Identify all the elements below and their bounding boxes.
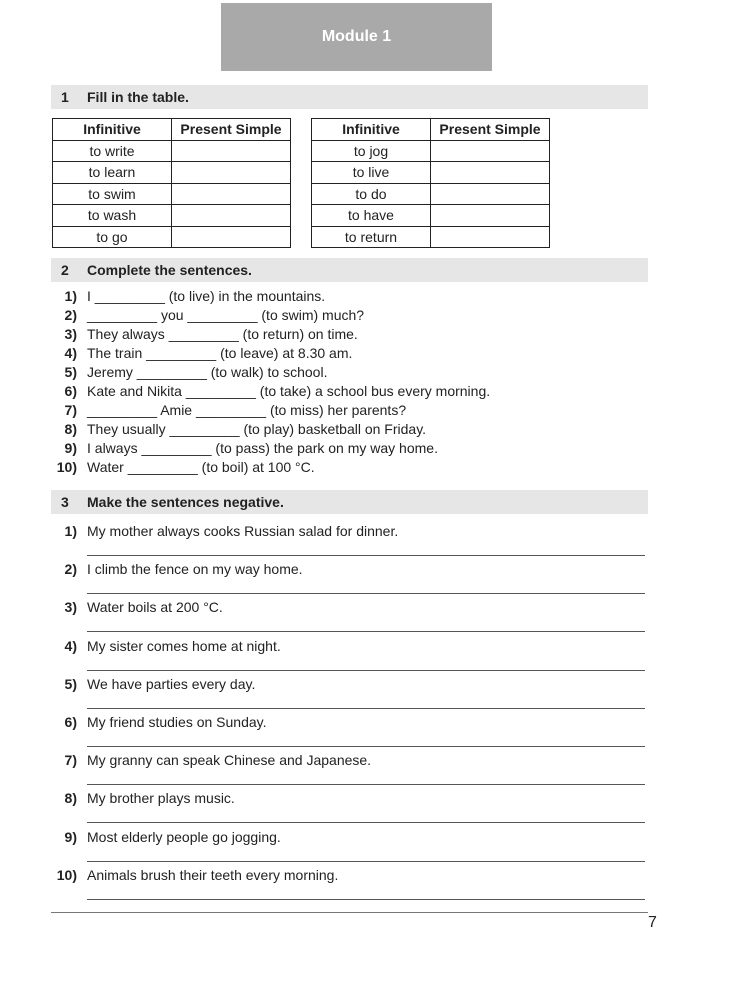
infinitive-cell: to write <box>53 140 172 162</box>
item-text: My mother always cooks Russian salad for dinner. <box>87 523 399 539</box>
section-2-number: 2 <box>61 262 69 278</box>
section-3-header <box>51 490 648 514</box>
table-row <box>312 140 550 162</box>
answer-cell[interactable] <box>431 205 550 227</box>
col-present-simple: Present Simple <box>172 119 291 141</box>
answer-cell[interactable] <box>431 226 550 248</box>
list-item <box>51 636 398 674</box>
section-3-title: Make the sentences negative. <box>87 494 284 510</box>
item-number: 10) <box>56 459 77 476</box>
answer-line[interactable] <box>87 555 645 556</box>
item-number: 9) <box>64 440 77 457</box>
item-text: My friend studies on Sunday. <box>87 713 267 730</box>
infinitive-cell: to live <box>312 162 431 184</box>
item-text: Kate and Nikita _________ (to take) a school bus every morning. <box>87 383 491 400</box>
answer-line[interactable] <box>87 861 645 862</box>
table-header-row <box>312 119 550 141</box>
item-text: They always _________ (to return) on time. <box>87 325 358 342</box>
page-number: 7 <box>648 914 657 931</box>
answer-line[interactable] <box>87 746 645 747</box>
item-text: We have parties every day. <box>87 675 256 692</box>
col-infinitive: Infinitive <box>53 119 172 141</box>
infinitive-cell: to return <box>312 226 431 248</box>
infinitive-cell: to swim <box>53 183 172 205</box>
section-1-header <box>51 85 648 109</box>
item-number: 6) <box>64 383 77 400</box>
answer-line[interactable] <box>87 670 645 671</box>
table-row <box>312 183 550 205</box>
answer-cell[interactable] <box>172 162 291 184</box>
table-row <box>312 162 550 184</box>
col-infinitive: Infinitive <box>312 119 431 141</box>
table-row <box>312 226 550 248</box>
answer-cell[interactable] <box>431 183 550 205</box>
table-row <box>53 162 291 184</box>
answer-line[interactable] <box>87 899 645 900</box>
list-item <box>51 674 398 712</box>
item-text: My brother plays music. <box>87 790 235 807</box>
section-1-title: Fill in the table. <box>87 89 189 105</box>
answer-cell[interactable] <box>172 205 291 227</box>
list-item[interactable] <box>51 381 490 400</box>
list-item[interactable] <box>51 286 490 305</box>
item-text: _________ Amie _________ (to miss) her parents? <box>87 402 407 419</box>
answer-cell[interactable] <box>431 162 550 184</box>
table-row <box>53 226 291 248</box>
list-item <box>51 750 398 788</box>
list-item <box>51 559 398 597</box>
section-2-title: Complete the sentences. <box>87 262 252 278</box>
item-text: Animals brush their teeth every morning. <box>87 866 339 883</box>
infinitive-cell: to jog <box>312 140 431 162</box>
item-number: 5) <box>64 675 77 692</box>
list-item[interactable] <box>51 439 490 458</box>
section-3-number: 3 <box>61 494 69 510</box>
section-1-number: 1 <box>61 89 69 105</box>
item-number: 5) <box>64 363 77 380</box>
answer-cell[interactable] <box>431 140 550 162</box>
list-item <box>51 712 398 750</box>
infinitive-cell: to do <box>312 183 431 205</box>
item-number: 1) <box>64 523 77 539</box>
item-text: The train _________ (to leave) at 8.30 am. <box>87 344 353 361</box>
list-item <box>51 865 398 903</box>
item-text: Most elderly people go jogging. <box>87 828 281 845</box>
answer-line[interactable] <box>87 784 645 785</box>
item-number: 7) <box>64 752 77 769</box>
item-text: I climb the fence on my way home. <box>87 561 303 578</box>
list-item[interactable] <box>51 324 490 343</box>
list-item[interactable] <box>51 362 490 381</box>
answer-line[interactable] <box>87 822 645 823</box>
list-item[interactable] <box>51 343 490 362</box>
table-row <box>53 205 291 227</box>
answer-cell[interactable] <box>172 183 291 205</box>
item-number: 8) <box>64 421 77 438</box>
list-item <box>51 597 398 635</box>
item-text: _________ you _________ (to swim) much? <box>87 306 365 323</box>
col-present-simple: Present Simple <box>431 119 550 141</box>
item-text: My granny can speak Chinese and Japanese. <box>87 752 372 769</box>
item-text: Jeremy _________ (to walk) to school. <box>87 363 328 380</box>
item-number: 8) <box>64 790 77 807</box>
item-number: 4) <box>64 344 77 361</box>
item-number: 10) <box>56 866 77 883</box>
module-title-text: Module 1 <box>321 28 392 45</box>
answer-cell[interactable] <box>172 226 291 248</box>
answer-line[interactable] <box>87 593 645 594</box>
verb-table-left <box>52 118 291 248</box>
item-number: 1) <box>64 287 77 304</box>
item-number: 3) <box>64 325 77 342</box>
answer-line[interactable] <box>87 631 645 632</box>
item-text: Water _________ (to boil) at 100 °C. <box>87 459 315 476</box>
item-number: 2) <box>64 561 77 578</box>
verb-table-right <box>311 118 550 248</box>
item-text: Water boils at 200 °C. <box>87 599 223 616</box>
list-item[interactable] <box>51 305 490 324</box>
item-number: 6) <box>64 713 77 730</box>
infinitive-cell: to learn <box>53 162 172 184</box>
item-number: 9) <box>64 828 77 845</box>
list-item <box>51 788 398 826</box>
list-item[interactable] <box>51 420 490 439</box>
module-title <box>221 3 492 71</box>
item-number: 7) <box>64 402 77 419</box>
item-number: 3) <box>64 599 77 616</box>
list-item <box>51 827 398 865</box>
table-row <box>53 140 291 162</box>
section-2-header <box>51 258 648 282</box>
complete-sentences-list <box>51 286 490 477</box>
table-header-row <box>53 119 291 141</box>
list-item[interactable] <box>51 458 490 477</box>
table-row <box>53 183 291 205</box>
negative-sentences-list <box>51 521 398 903</box>
answer-cell[interactable] <box>172 140 291 162</box>
footer-divider <box>51 912 648 913</box>
item-text: My sister comes home at night. <box>87 637 281 654</box>
infinitive-cell: to have <box>312 205 431 227</box>
infinitive-cell: to wash <box>53 205 172 227</box>
list-item <box>51 521 398 559</box>
item-text: I always _________ (to pass) the park on my way home. <box>87 440 438 457</box>
item-text: I _________ (to live) in the mountains. <box>87 287 326 304</box>
infinitive-cell: to go <box>53 226 172 248</box>
table-row <box>312 205 550 227</box>
list-item[interactable] <box>51 401 490 420</box>
item-number: 2) <box>64 306 77 323</box>
item-text: They usually _________ (to play) basketball on Friday. <box>87 421 427 438</box>
item-number: 4) <box>64 637 77 654</box>
answer-line[interactable] <box>87 708 645 709</box>
